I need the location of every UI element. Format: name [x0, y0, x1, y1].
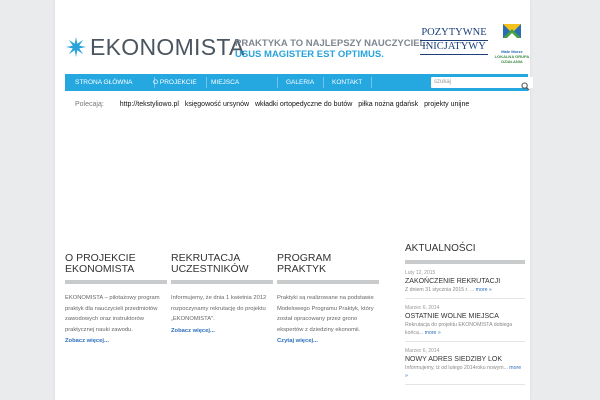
recommended-link[interactable]: wkładki ortopedyczne do butów [255, 101, 353, 108]
column-title-line-1: PROGRAM [277, 252, 332, 264]
tagline [235, 38, 428, 60]
news-more-link[interactable]: more » [475, 287, 492, 293]
tagline-line-1: PRAKTYKA TO NAJLEPSZY NAUCZYCIEL. [235, 38, 429, 49]
column-title [277, 253, 379, 275]
nav-item-placements[interactable]: MIEJSCA PRAKTYK [201, 74, 278, 91]
column-recruitment [171, 253, 273, 336]
brand-name: EKONOMISTA [90, 34, 245, 60]
column-title [65, 253, 167, 275]
column-text: EKONOMISTA – pilotażowy program praktyk dla nauczycieli przedmiotów zawodowych oraz instruktorów praktycznej nauki zawodu. [65, 295, 160, 333]
tagline-line-2: USUS MAGISTER EST OPTIMUS. [235, 49, 384, 60]
news-title[interactable]: NOWY ADRES SIEDZIBY LOK [405, 356, 502, 363]
partner-logo-pozytywne-inicjatywy[interactable] [420, 27, 488, 55]
column-text: Informujemy, że dnia 1 kwietnia 2012 rozpoczynamy rekrutację do projektu „EKONOMISTA". [171, 295, 267, 323]
column-about-project [65, 253, 167, 346]
column-text: Praktyki są realizowane na podstawie Modelowego Programu Praktyk, który został opracowany przez grono ekspertów z dziedziny ekonomii. [277, 295, 374, 333]
recommended-link[interactable]: projekty unijne [424, 101, 470, 108]
see-more-link[interactable]: Zobacz więcej... [171, 327, 215, 334]
recommended-link[interactable]: http://tekstyliowo.pl [119, 101, 179, 108]
column-title-line-2: UCZESTNIKÓW [171, 263, 249, 275]
recommended-link[interactable]: księgowość ursynów [184, 101, 250, 108]
news-excerpt [405, 286, 525, 294]
column-title-line-1: O PROJEKCIE [65, 252, 136, 264]
column-divider [171, 280, 273, 284]
nav-item-contact[interactable]: KONTAKT [322, 74, 372, 91]
column-title-line-1: REKRUTACJA [171, 252, 241, 264]
news-excerpt-text: Z dniem 31 stycznia 2015 r. ... [405, 287, 475, 293]
news-title[interactable]: ZAKOŃCZENIE REKRUTACJI [405, 278, 501, 285]
lgd-emblem-icon [501, 31, 523, 48]
recommended-link[interactable]: piłka nożna gdańsk [358, 101, 419, 108]
search-placeholder: szukaj [434, 79, 452, 85]
partner-line-2: INICJATYWY [420, 41, 488, 55]
news-heading: AKTUALNOŚCI [405, 243, 476, 254]
news-date: Luty 12, 2015 [405, 270, 436, 276]
page-container [55, 0, 530, 400]
nav-item-about[interactable]: O PROJEKCIE [143, 74, 207, 91]
site-logo[interactable] [65, 34, 245, 60]
news-more-link[interactable]: more » [405, 365, 522, 379]
news-more-link[interactable]: more » [424, 330, 441, 336]
column-divider [65, 280, 167, 284]
search-icon[interactable] [521, 78, 530, 96]
partner-line-1: POZYTYWNE [420, 27, 488, 41]
news-entry [405, 264, 525, 299]
read-more-link[interactable]: Czytaj więcej... [277, 338, 318, 345]
news-entry [405, 342, 525, 385]
main-nav [65, 74, 528, 103]
nav-item-gallery[interactable]: GALERIA [276, 74, 324, 91]
news-sidebar [405, 243, 525, 385]
lgd-line-1: Małe Morze [501, 49, 523, 54]
column-title-line-2: EKONOMISTA [65, 263, 135, 275]
column-title [171, 253, 273, 275]
search-input[interactable] [431, 77, 533, 88]
nav-item-home[interactable]: STRONA GŁÓWNA [65, 74, 155, 91]
news-date: Marzec 6, 2014 [405, 348, 440, 354]
news-excerpt [405, 321, 525, 337]
news-excerpt-text: Rekrutacja do projektu EKONOMISTA dobiega końca... [405, 322, 513, 336]
see-more-link[interactable]: Zobacz więcej... [65, 338, 109, 345]
news-entry [405, 299, 525, 342]
news-excerpt [405, 364, 525, 380]
lgd-line-2: LOKALNA GRUPA [494, 54, 530, 59]
recommended-links [75, 100, 473, 109]
news-excerpt-text: Informujemy, iż od lutego 2014roku nowym... [405, 365, 508, 371]
column-title-line-2: PRAKTYK [277, 263, 327, 275]
news-title[interactable]: OSTATNIE WOLNE MIEJSCA [405, 313, 499, 320]
column-divider [277, 280, 379, 284]
recommended-label: Polecają: [75, 101, 104, 108]
column-program [277, 253, 379, 346]
lgd-line-3: DZIAŁANIA [501, 59, 523, 64]
snowflake-icon [65, 36, 87, 58]
lgd-logo[interactable] [493, 24, 531, 64]
news-date: Marzec 6, 2014 [405, 305, 440, 311]
